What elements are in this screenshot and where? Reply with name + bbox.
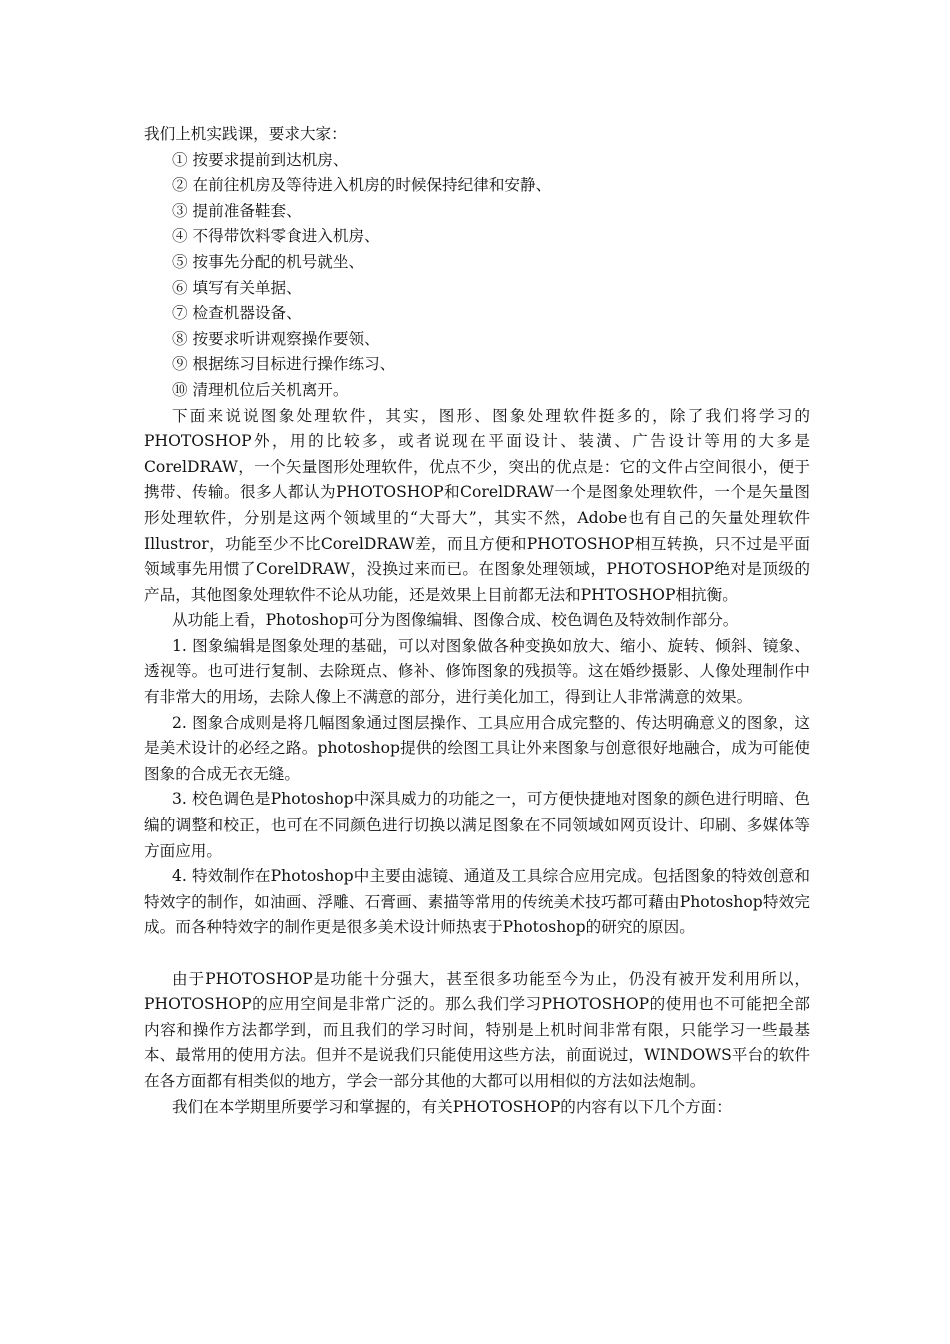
paragraph-software: 下面来说说图象处理软件，其实，图形、图象处理软件挺多的，除了我们将学习的PHOTOSHOP外，用的比较多，或者说现在平面设计、装潢、广告设计等用的大多是CorelDRAW，一个矢量图形处理软件，优点不少，突出的优点是：它的文件占空间很小，便于携带、传输。很多人都认为PHOTOSHOP和CorelDRAW一个是图象处理软件，一个是矢量图形处理软件，分别是这两个领域里的“大哥大”，其实不然，Adobe也有自己的矢量处理软件Illustror，功能至少不比CorelDRAW差，而且方便和PHOTOSHOP相互转换，只不过是平面领域事先用惯了CorelDRAW，没换过来而已。在图象处理领域，PHOTOSHOP绝对是顶级的产品，其他图象处理软件不论从功能，还是效果上目前都无法和PHTOSHOP相抗衡。 [144,406,810,604]
rule-item: ① 按要求提前到达机房、 [172,150,349,169]
rule-item: ⑩ 清理机位后关机离开。 [172,380,349,399]
rule-item: ④ 不得带饮料零食进入机房、 [172,227,380,246]
rule-item: ⑧ 按要求听讲观察操作要领、 [172,329,380,348]
document-page [144,122,810,1120]
paragraph-image-compositing: 2. 图象合成则是将几幅图象通过图层操作、工具应用合成完整的、传达明确意义的图象，这是美术设计的必经之路。photoshop提供的绘图工具让外来图象与创意很好地融合，成为可能使图象的合成无衣无缝。 [144,713,810,783]
paragraph-semester-content: 我们在本学期里所要学习和掌握的，有关PHOTOSHOP的内容有以下几个方面： [172,1097,732,1116]
paragraph-learning-scope: 由于PHOTOSHOP是功能十分强大，甚至很多功能至今为止，仍没有被开发利用所以，PHOTOSHOP的应用空间是非常广泛的。那么我们学习PHOTOSHOP的使用也不可能把全部内容和操作方法都学到，而且我们的学习时间，特别是上机时间非常有限，只能学习一些最基本、最常用的使用方法。但并不是说我们只能使用这些方法，前面说过，WINDOWS平台的软件在各方面都有相类似的地方，学会一部分其他的大都可以用相似的方法如法炮制。 [144,969,810,1090]
rule-item: ⑨ 根据练习目标进行操作练习、 [172,355,396,374]
rule-item: ② 在前往机房及等待进入机房的时候保持纪律和安静、 [172,176,552,195]
blank-line [144,941,810,967]
intro-line: 我们上机实践课，要求大家： [144,125,347,143]
rules-list [144,148,810,404]
rule-item: ③ 提前准备鞋套、 [172,201,302,220]
paragraph-image-editing: 1. 图象编辑是图象处理的基础，可以对图象做各种变换如放大、缩小、旋转、倾斜、镜象、透视等。也可进行复制、去除斑点、修补、修饰图象的残损等。这在婚纱摄影、人像处理制作中有非常大的用场，去除人像上不满意的部分，进行美化加工，得到让人非常满意的效果。 [144,636,810,707]
paragraph-special-effects: 4. 特效制作在Photoshop中主要由滤镜、通道及工具综合应用完成。包括图象的特效创意和特效字的制作，如油画、浮雕、石膏画、素描等常用的传统美术技巧都可藉由Photoshop特效完成。而各种特效字的制作更是很多美术设计师热衷于Photoshop的研究的原因。 [144,867,810,937]
paragraph-functions: 从功能上看，Photoshop可分为图像编辑、图像合成、校色调色及特效制作部分。 [172,611,739,630]
rule-item: ⑦ 检查机器设备、 [172,304,302,323]
rule-item: ⑥ 填写有关单据、 [172,278,302,297]
rule-item: ⑤ 按事先分配的机号就坐、 [172,252,365,271]
paragraph-color-correction: 3. 校色调色是Photoshop中深具威力的功能之一，可方便快捷地对图象的颜色进行明暗、色编的调整和校正，也可在不同颜色进行切换以满足图象在不同领域如网页设计、印刷、多媒体等方面应用。 [144,790,810,860]
